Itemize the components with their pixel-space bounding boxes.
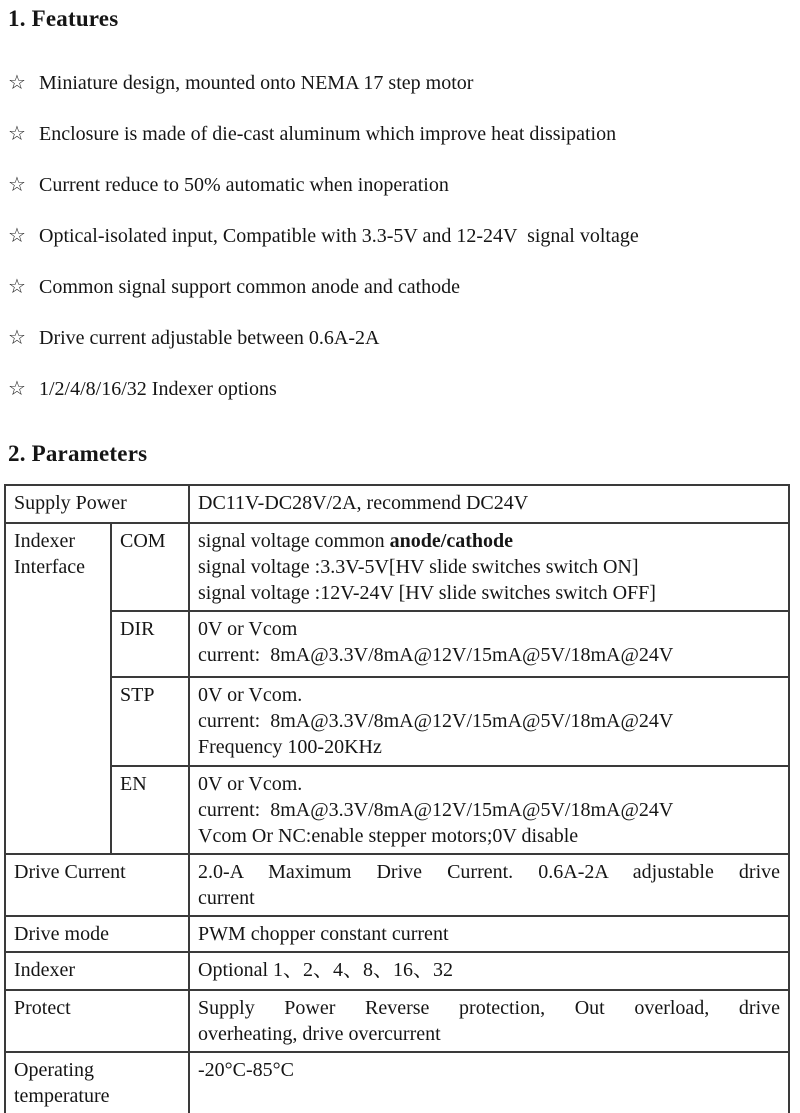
feature-item	[8, 223, 792, 248]
feature-item	[8, 121, 792, 146]
en-line-2: current: 8mA@3.3V/8mA@12V/15mA@5V/18mA@24V	[198, 799, 674, 821]
drive-mode-value: PWM chopper constant current	[189, 916, 789, 952]
indexer-row	[5, 952, 789, 990]
en-line-1: 0V or Vcom.	[198, 773, 303, 795]
dir-value	[189, 611, 789, 677]
features-heading: 1. Features	[8, 6, 119, 31]
drive-current-row	[5, 854, 789, 916]
feature-item	[8, 325, 792, 350]
supply-power-value: DC11V-DC28V/2A, recommend DC24V	[189, 485, 789, 523]
star-bullet-icon: ☆	[8, 223, 26, 247]
com-line-2: signal voltage :3.3V-5V[HV slide switches switch ON]	[198, 556, 639, 578]
com-line-3: signal voltage :12V-24V [HV slide switches switch OFF]	[198, 582, 656, 604]
protect-row	[5, 990, 789, 1052]
stp-line-1: 0V or Vcom.	[198, 684, 303, 706]
star-bullet-icon: ☆	[8, 70, 26, 94]
drive-current-value	[189, 854, 789, 916]
drive-current-line-1: 2.0-A Maximum Drive Current. 0.6A-2A adjustable drive	[198, 861, 781, 883]
parameters-table	[4, 484, 790, 1113]
en-line-3: Vcom Or NC:enable stepper motors;0V disable	[198, 825, 579, 847]
feature-text: Common signal support common anode and cathode	[39, 276, 461, 298]
com-signal-row	[5, 523, 789, 611]
feature-text: Enclosure is made of die-cast aluminum which improve heat dissipation	[39, 123, 617, 145]
protect-value	[189, 990, 789, 1052]
drive-current-label: Drive Current	[5, 854, 189, 916]
dir-signal-row	[5, 611, 789, 677]
features-list	[8, 70, 792, 401]
indexer-value: Optional 1、2、4、8、16、32	[189, 952, 789, 990]
drive-current-line-2: current	[198, 887, 255, 909]
drive-mode-label: Drive mode	[5, 916, 189, 952]
dir-line-2: current: 8mA@3.3V/8mA@12V/15mA@5V/18mA@24V	[198, 644, 674, 666]
star-bullet-icon: ☆	[8, 325, 26, 349]
protect-line-2: overheating, drive overcurrent	[198, 1023, 441, 1045]
feature-item	[8, 376, 792, 401]
stp-line-2: current: 8mA@3.3V/8mA@12V/15mA@5V/18mA@24V	[198, 710, 674, 732]
com-line-1	[198, 528, 780, 554]
stp-signal-row	[5, 677, 789, 766]
feature-text: Miniature design, mounted onto NEMA 17 step motor	[39, 72, 474, 94]
en-signal-row	[5, 766, 789, 854]
star-bullet-icon: ☆	[8, 274, 26, 298]
feature-text: Current reduce to 50% automatic when inoperation	[39, 174, 449, 196]
star-bullet-icon: ☆	[8, 172, 26, 196]
dir-label: DIR	[111, 611, 189, 677]
protect-label: Protect	[5, 990, 189, 1052]
operating-temperature-label: Operating temperature	[5, 1052, 189, 1113]
feature-text: 1/2/4/8/16/32 Indexer options	[39, 378, 277, 400]
operating-temperature-row	[5, 1052, 789, 1113]
com-line-1-text: signal voltage common	[198, 530, 390, 552]
feature-text: Drive current adjustable between 0.6A-2A	[39, 327, 380, 349]
feature-item	[8, 70, 792, 95]
dir-line-1: 0V or Vcom	[198, 618, 298, 640]
supply-power-label: Supply Power	[5, 485, 189, 523]
protect-line-1: Supply Power Reverse protection, Out overload, drive	[198, 997, 781, 1019]
star-bullet-icon: ☆	[8, 376, 26, 400]
feature-item	[8, 274, 792, 299]
drive-mode-row	[5, 916, 789, 952]
parameters-heading: 2. Parameters	[8, 441, 148, 466]
en-value	[189, 766, 789, 854]
stp-value	[189, 677, 789, 766]
indexer-label: Indexer	[5, 952, 189, 990]
com-value	[189, 523, 789, 611]
star-bullet-icon: ☆	[8, 121, 26, 145]
en-label: EN	[111, 766, 189, 854]
stp-label: STP	[111, 677, 189, 766]
com-line-1-bold: anode/cathode	[389, 530, 513, 552]
feature-item	[8, 172, 792, 197]
indexer-interface-label: Indexer Interface	[5, 523, 111, 854]
stp-line-3: Frequency 100-20KHz	[198, 736, 382, 758]
com-label: COM	[111, 523, 189, 611]
supply-power-row	[5, 485, 789, 523]
operating-temperature-value: -20°C-85°C	[189, 1052, 789, 1113]
feature-text: Optical-isolated input, Compatible with 3.3-5V and 12-24V signal voltage	[39, 225, 639, 247]
